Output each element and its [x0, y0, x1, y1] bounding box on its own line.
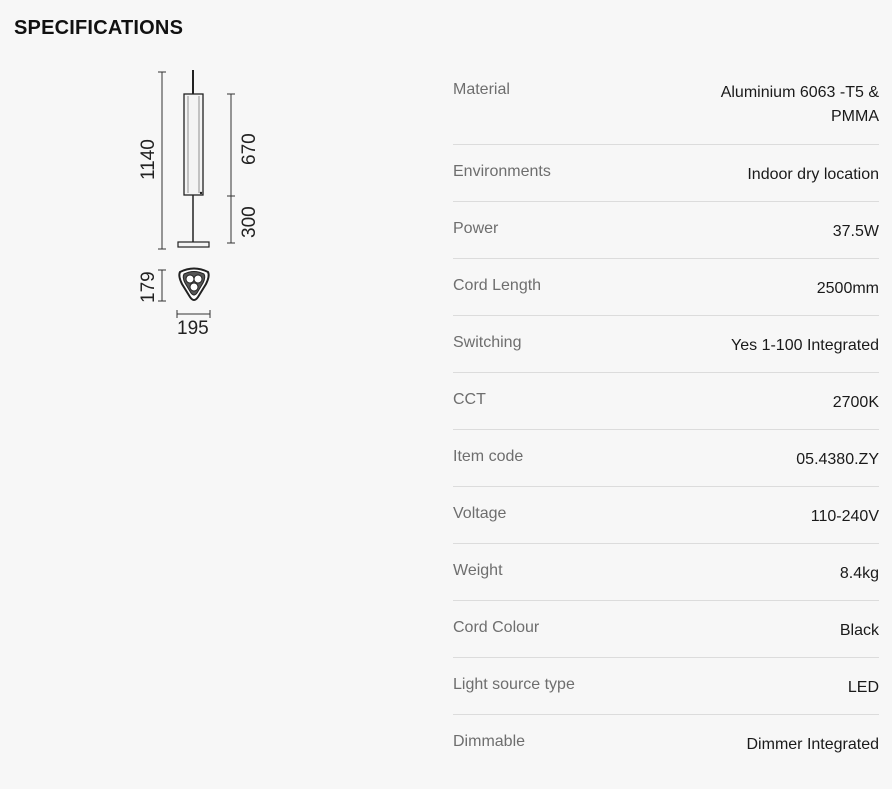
spec-label: Light source type [453, 676, 575, 693]
spec-label: Item code [453, 448, 524, 465]
spec-value: LED [847, 679, 879, 696]
dim-base-width: 195 [177, 318, 209, 339]
lamp-base [178, 242, 209, 247]
spec-value: Black [839, 622, 879, 639]
spec-row-environments [453, 145, 879, 202]
spec-label: Switching [453, 334, 522, 351]
spec-value: 8.4kg [839, 565, 879, 582]
spec-value: 2700K [832, 394, 879, 411]
spec-row-switching [453, 316, 879, 373]
shade-stem-dim-line [227, 94, 235, 243]
spec-row-cord-length [453, 259, 879, 316]
spec-label: CCT [453, 391, 486, 408]
spec-row-item-code [453, 430, 879, 487]
spec-row-voltage [453, 487, 879, 544]
spec-label: Cord Colour [453, 619, 540, 636]
spec-value: Yes 1-100 Integrated [731, 337, 879, 354]
base-plan-view [179, 269, 208, 301]
spec-label: Environments [453, 163, 551, 180]
spec-row-power [453, 202, 879, 259]
base-width-dim-line [177, 310, 210, 318]
spec-row-material [453, 68, 879, 145]
lamp-drawing-svg [130, 60, 270, 350]
spec-label: Cord Length [453, 277, 542, 294]
spec-label: Material [453, 81, 510, 98]
dim-shade-height: 670 [239, 133, 260, 165]
spec-value: Indoor dry location [747, 166, 879, 183]
spec-value [721, 81, 879, 129]
spec-label: Weight [453, 562, 503, 579]
dim-total-height: 1140 [138, 139, 159, 180]
spec-value: 2500mm [816, 280, 879, 297]
spec-value: 110-240V [810, 508, 879, 525]
spec-value-line: Aluminium 6063 -T5 & [720, 84, 879, 101]
spec-value: Dimmer Integrated [746, 736, 879, 753]
spec-label: Voltage [453, 505, 507, 522]
spec-table [453, 68, 879, 772]
spec-value-line: PMMA [831, 108, 879, 125]
lamp-dimension-drawing [130, 60, 270, 350]
dim-stem-height: 300 [239, 206, 260, 238]
spec-value: 37.5W [832, 223, 879, 240]
dim-base-depth: 179 [138, 271, 159, 303]
page-title: SPECIFICATIONS [14, 17, 184, 39]
lamp-shade [184, 94, 203, 195]
spec-row-weight [453, 544, 879, 601]
spec-label: Dimmable [453, 733, 526, 750]
spec-label: Power [453, 220, 499, 237]
spec-value: 05.4380.ZY [796, 451, 879, 468]
spec-row-light-source-type [453, 658, 879, 715]
spec-row-cct [453, 373, 879, 430]
spec-row-cord-colour [453, 601, 879, 658]
spec-row-dimmable [453, 715, 879, 772]
